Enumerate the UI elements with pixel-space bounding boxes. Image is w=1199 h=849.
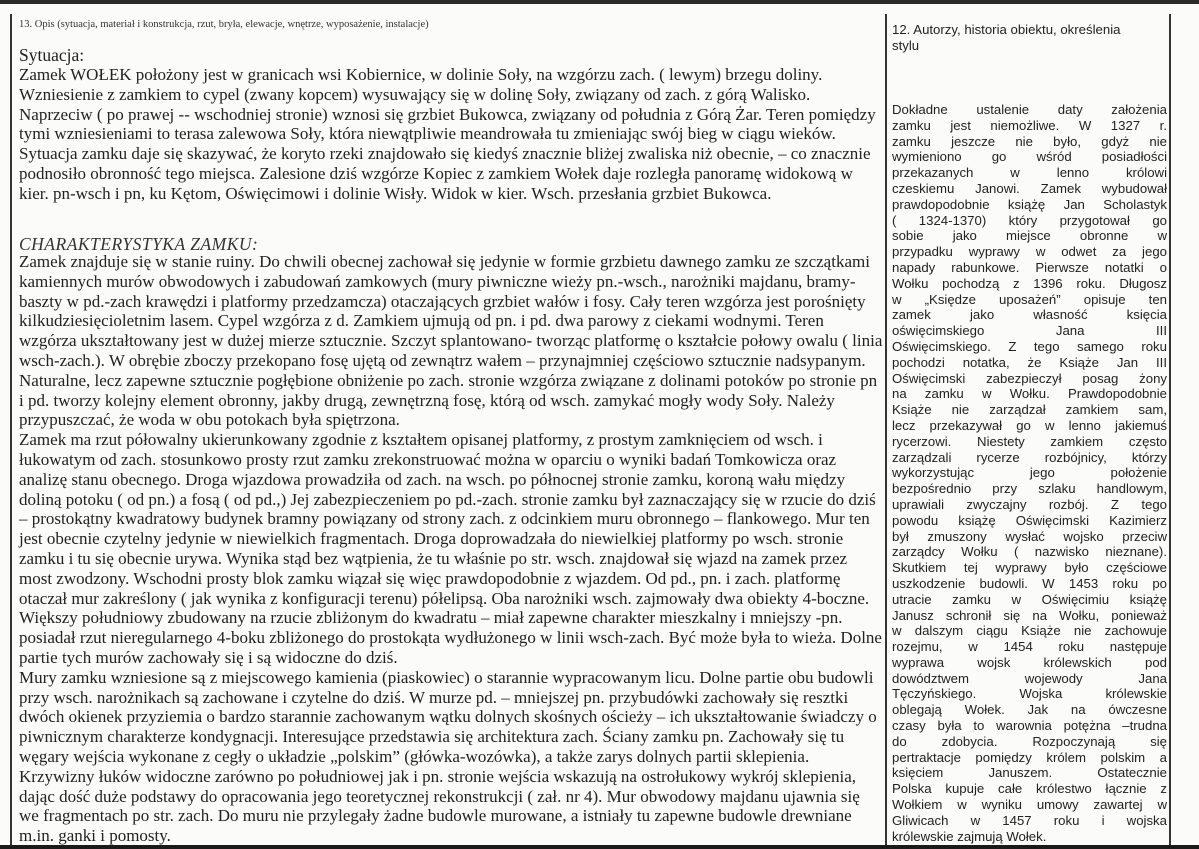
text-line: przypuszczać, że woda w obu potokach była spiętrzona. xyxy=(19,410,400,430)
text-line: uszkodzenie budowli. W 1453 roku po xyxy=(892,575,1167,591)
text-line: kamiennych murów obwodowych i zabudowań zamkowych (mury piwniczne wieży pn.-wsch., narożniki majdanu, bramy- xyxy=(19,271,856,291)
text-line: królewskie zajmują Wołek. xyxy=(892,828,1047,844)
text-line: na zamku w Wołku. Prawdopodobnie xyxy=(892,386,1167,402)
text-line: Gliwicach w 1457 roku i wojska xyxy=(892,812,1167,828)
text-line: czeskiemu Janowi. Zamek wybudował xyxy=(892,180,1167,196)
text-line: m.in. ganki i pomosty. xyxy=(19,826,171,846)
text-line: lecz przekazywał go w lenno jakiemuś xyxy=(892,417,1167,433)
text-line: sobie jako miejsce obronne w xyxy=(892,228,1167,244)
text-line: – prostokątny kwadratowy budynek bramny powiązany od strony zach. z odcinkiem muru obronnego – flankowego. Mur ten xyxy=(19,509,870,529)
text-line: czasy była to warownia potężna –trudna xyxy=(892,718,1167,734)
text-line: Krzywizny łuków widoczne zarówno po południowej jak i pn. stronie wejścia wskazują na ostrołukowy wykrój sklepienia, xyxy=(19,766,857,786)
history-heading xyxy=(892,22,1167,54)
text-line: oświęcimskiego Jana III xyxy=(892,323,1167,339)
characteristics-text xyxy=(19,252,882,846)
text-line: Zamek WOŁEK położony jest w granicach wsi Kobiernice, w dolinie Soły, na wzgórzu zach. ( lewym) brzegu doliny. xyxy=(19,65,823,84)
text-line: Skutkiem tej wyprawy było częściowe xyxy=(892,560,1167,576)
text-line: zamku jest niemożliwe. W 1327 r. xyxy=(892,117,1167,133)
text-line: wzgórza ukształtowany jest w dużej mierze sztucznie. Szczyt splantowano- tworząc platformę o kształcie połowy owalu ( linia xyxy=(19,331,883,351)
text-line: wyprawa wojsk królewskich pod xyxy=(892,654,1167,670)
text-line: ( 1324-1370) który przygotował go xyxy=(892,212,1167,228)
text-line: zarządzali rycerze rozbójnicy, którzy xyxy=(892,449,1167,465)
text-line: Janusz schronił się na Wołku, ponieważ xyxy=(892,607,1167,623)
scan-top-edge xyxy=(0,0,1199,4)
text-line: zamku i tu się obecnie urywa. Wynika stąd bez wątpienia, że tu właśnie po str. wsch. znajdował się wjazd na zamek przez xyxy=(19,548,848,568)
text-line: kier. pn-wsch i pn, ku Kętom, Oświęcimowi i dolinie Wisły. Widok w kier. Wsch. przesłania grzbiet Bukowca. xyxy=(19,183,772,203)
text-line: baszty w pd.-zach krawędzi i platformy przedzamcza) otaczających grzbiet wałów i fosy. Cały teren wzgórza jest porośnięty xyxy=(19,291,866,311)
text-line: piwnicznym charakterze kondygnacji. Interesujące przedstawia się architektura zach. Ściany zamku pn. Zachowały się tu xyxy=(19,727,845,747)
text-line: Mury zamku wzniesione są z miejscowego kamienia (piaskowiec) o starannie wypracowanym licu. Dolne partie obu budowli xyxy=(19,667,874,687)
text-line: powodu książę Oświęcimski Kazimierz xyxy=(892,512,1167,528)
left-column-border xyxy=(10,14,12,845)
section-13-header: 13. Opis (sytuacja, materiał i konstrukcja, rzut, bryła, elewacje, wnętrze, wyposażenie, instalacje) xyxy=(19,19,429,30)
text-line: i pd. tworzy kolejny element obronny, jakby drugą, zewnętrzną fosę, którą od wsch. zamykać mogły wody Soły. Należy xyxy=(19,390,835,410)
text-line: prawdopodobnie książę Jan Scholastyk xyxy=(892,196,1167,212)
text-line: Większy południowy zbudowany na rzucie zbliżonym do kwadratu – miał zapewne charakter mieszkalny i mniejszy -pn. xyxy=(19,608,843,628)
text-line: doliną potoku ( od pn.) a fosą ( od pd.,) Jej zabezpieczeniem po pd.-zach. stronie zamku był zaznaczający się w rzucie do dziś xyxy=(19,489,876,509)
text-line: Zamek znajduje się w stanie ruiny. Do chwili obecnej zachował się jedynie w formie grzbietu dawnego zamku ze szczątkami xyxy=(19,252,870,271)
text-line: Polska kupuje całe królestwo łącznie z xyxy=(892,781,1167,797)
text-line: Dokładne ustalenie daty założenia xyxy=(892,102,1167,117)
text-line: Tęczyńskiego. Wojska królewskie xyxy=(892,686,1167,702)
text-line: Naprzeciw ( po prawej -- wschodniej stronie) wznosi się grzbiet Bukowca, związany od południa z Górą Żar. Teren pomiędzy xyxy=(19,104,876,124)
text-line: tymi wzniesieniami to terasa zalewowa Soły, która niewątpliwie meandrowała tu zmieniając swój bieg w ciągu wieków. xyxy=(19,124,836,144)
text-line: Wołkiem w wyniku umowy zawartej w xyxy=(892,797,1167,813)
text-line: Oświęcimski zabezpieczył posag żony xyxy=(892,370,1167,386)
text-line: zarządcy Wołku ( nazwisko nieznane). xyxy=(892,544,1167,560)
text-line: stylu xyxy=(892,38,920,53)
text-line: most zwodzony. Wschodni prosty blok zamku wiązał się więc prawdopodobnie z wjazdem. Od pd., pn. i zach. platformę xyxy=(19,568,841,588)
text-line: podnosiło obronność tego miejsca. Zalesione dziś wzgórze Kopiec z zamkiem Wołek daje rozległa panoramę widokową w xyxy=(19,163,853,183)
text-line: dowództwem wojewody Jana xyxy=(892,670,1167,686)
characteristics-heading: CHARAKTERYSTYKA ZAMKU: xyxy=(19,234,259,254)
text-line: Zamek ma rzut półowalny ukierunkowany zgodnie z kształtem opisanej platformy, z prostym zamknięciem od wsch. i xyxy=(19,430,823,450)
text-line: zamek jako własność księcia xyxy=(892,307,1167,323)
text-line: rozejmu, w 1454 roku następuje xyxy=(892,639,1167,655)
text-line: Oświęcimskiego. Z tego samego roku xyxy=(892,338,1167,354)
text-line: we fragmentach po str. zach. Do muru nie przylegały żadne budowle murowane, a istniały tu zapewne budowle drewniane xyxy=(19,806,852,826)
text-line: posiadał rzut nieregularnego 4-boku zbliżonego do prostokąta wydłużonego w linii wsch-zach. Być może była to wieża. Dolne xyxy=(19,628,882,648)
text-line: wymieniono go wśród posiadłości xyxy=(892,149,1167,165)
text-line: pertraktacje pomiędzy królem polskim a xyxy=(892,749,1167,765)
text-line: w „Księdze uposażeń” opisuje ten xyxy=(892,291,1167,307)
text-line: zamku jeszcze nie było, gdyż nie xyxy=(892,133,1167,149)
text-line: oblegają Wołek. Jak na ówczesne xyxy=(892,702,1167,718)
history-text xyxy=(892,102,1167,844)
text-line: pochodzi notatka, że Książe Jan III xyxy=(892,354,1167,370)
text-line: otaczał mur zakreślony ( jak wynika z konfiguracji terenu) półelipsą. Oba narożniki wsch. zajmowały dwa obiekty 4-boczne. xyxy=(19,588,870,608)
text-line: wykorzystując jego położenie xyxy=(892,465,1167,481)
text-line: węgary wejścia wykonane z cegły o układzie „polskim” (główka-wozówka), a także zarys dolnych partii sklepienia. xyxy=(19,746,810,766)
text-line: Naturalne, lecz zapewne sztucznie pogłębione obniżenie po zach. stronie wzgórza związane z dolinami potoków po stronie pn xyxy=(19,370,878,390)
text-line: Książe nie zarządzał zamkiem sam, xyxy=(892,402,1167,418)
text-line: napady rabunkowe. Pierwsze notatki o xyxy=(892,259,1167,275)
text-line: do zdobycia. Rozpoczynają się xyxy=(892,733,1167,749)
text-line: przypadku wyprawy w odwet za jego xyxy=(892,244,1167,260)
text-line: łukowatym od zach. stosunkowo prosty rzut zamku zrekonstruować można w oparciu o wyniki badań Tomkowicza oraz xyxy=(19,449,837,469)
text-line: utracie zamku w Oświęcimiu książę xyxy=(892,591,1167,607)
text-line: dwóch okienek przyziemia o bardzo starannie zachowanym wątku dolnych skośnych ościeży – ich ukształtowanie świadczy o xyxy=(19,707,877,727)
text-line: rycerzowi. Niestety zamkiem często xyxy=(892,433,1167,449)
scan-bottom-edge xyxy=(0,845,1199,849)
text-line: przy wsch. narożnikach są zachowane i czytelne do dziś. W murze pd. – mniejszej pn. przybudówki zachowały się resztki xyxy=(19,687,849,707)
text-line: 12. Autorzy, historia obiektu, określenia xyxy=(892,22,1121,37)
text-line: księciem Januszem. Ostatecznie xyxy=(892,765,1167,781)
text-line: dając dość duże podstawy do opracowania jego teoretycznej rekonstrukcji ( zał. nr 4). Mur obwodowy majdanu ujawnia się xyxy=(19,786,860,806)
text-line: analizę stanu obecnego. Droga wjazdowa prowadziła od zach. na wsch. po północnej stronie zamku, koroną wału między xyxy=(19,469,846,489)
text-line: wsch-zach.). W obrębie zboczy przekopano fosę ujętą od zewnątrz wałem – przynajmniej częściowo sztucznie nadsypanym. xyxy=(19,350,866,370)
text-line: Sytuacja zamku daje się skazywać, że koryto rzeki znajdowało się kiedyś znacznie bliżej zwaliska niż obecnie, – co znacznie xyxy=(19,144,871,164)
text-line: był zmuszony wysłać wojsko przeciw xyxy=(892,528,1167,544)
text-line: jest obecnie czytelny jedynie w niewielkich fragmentach. Droga doprowadzała do niewielkiej platformy po wsch. stronie xyxy=(19,529,844,549)
text-line: przekazanych w lenno królowi xyxy=(892,165,1167,181)
text-line: Wołku pochodzą z 1396 roku. Długosz xyxy=(892,275,1167,291)
text-line: kilkudziesięcioletnim lasem. Cypel wzgórza z d. Zamkiem ujmują od pn. i pd. dwa parowy z ciekami wodnymi. Teren xyxy=(19,311,824,331)
text-line: partie tych murów zachowały się i są widoczne do dziś. xyxy=(19,647,398,667)
text-line: uprawiali zwyczajny rozbój. Z tego xyxy=(892,496,1167,512)
text-line: bezpośrednio przy szlaku handlowym, xyxy=(892,481,1167,497)
situation-text xyxy=(19,65,876,204)
situation-heading: Sytuacja: xyxy=(19,45,85,65)
text-line: Wzniesienie z zamkiem to cypel (zwany kopcem) wysuwający się w dolinę Soły, związany od zach. z górą Walisko. xyxy=(19,84,811,104)
text-line: w dalszym ciągu Książe nie zachowuje xyxy=(892,623,1167,639)
